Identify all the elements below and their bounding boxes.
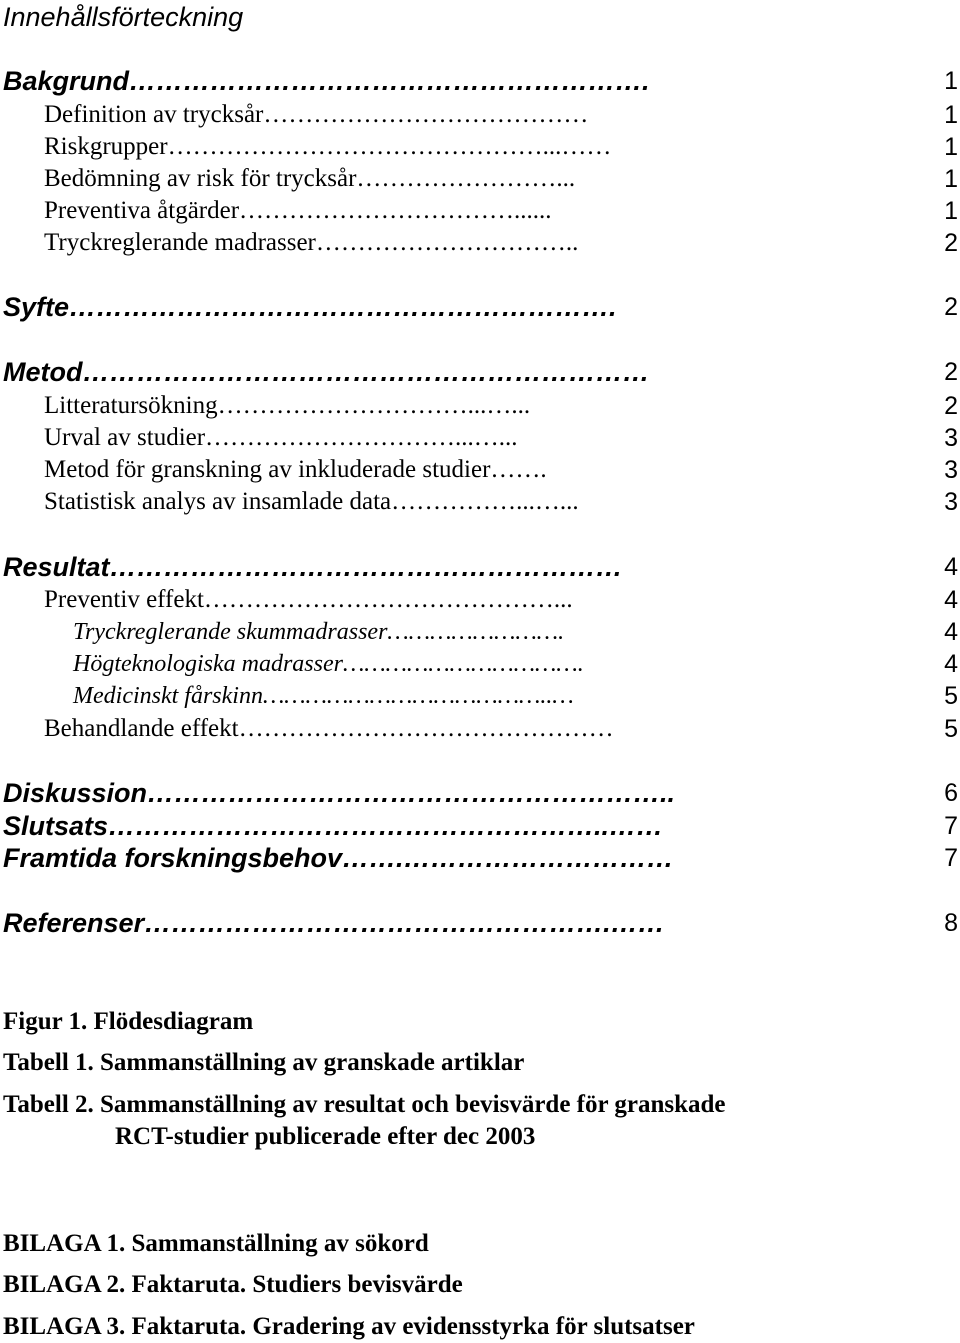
toc-page-number: 4 [944, 586, 958, 614]
toc-page-number: 2 [944, 392, 958, 420]
toc-page-number: 5 [944, 715, 958, 743]
toc-page-number: 1 [944, 165, 958, 193]
toc-page-number: 3 [944, 488, 958, 516]
toc-entry-riskgrupper: Riskgrupper………………………………………...…… [44, 133, 612, 160]
toc-entry-behandlande-effekt: Behandlande effekt……………………………………… [44, 715, 614, 742]
toc-entry-litteratursokning: Litteratursökning…………………………...…... [44, 392, 531, 419]
toc-entry-metod: Metod……………………………………………………… [3, 357, 650, 387]
table-entry-continuation: RCT-studier publicerade efter dec 2003 [115, 1123, 536, 1150]
toc-entry-framtida: Framtida forskningsbehov…….………………………… [3, 843, 674, 873]
toc-entry-bakgrund: Bakgrund…………………………………………………. [3, 66, 650, 96]
toc-page-number: 3 [944, 456, 958, 484]
toc-page-number: 2 [944, 229, 958, 257]
toc-page-number: 1 [944, 67, 958, 95]
toc-page-number: 7 [944, 844, 958, 872]
toc-entry-tryckreglerande: Tryckreglerande madrasser………………………….. [44, 229, 579, 256]
toc-page-number: 6 [944, 779, 958, 807]
toc-entry-referenser: Referenser…………………………………………….…… [3, 908, 665, 938]
appendix-entry: BILAGA 3. Faktaruta. Gradering av evidensstyrka för slutsatser [3, 1313, 695, 1340]
appendix-entry: BILAGA 1. Sammanställning av sökord [3, 1230, 429, 1257]
table-entry: Tabell 2. Sammanställning av resultat och bevisvärde för granskade [3, 1091, 726, 1118]
toc-page-number: 3 [944, 424, 958, 452]
page-title: Innehållsförteckning [3, 2, 244, 32]
figure-entry: Figur 1. Flödesdiagram [3, 1008, 254, 1035]
toc-entry-bedomning: Bedömning av risk för trycksår……………………... [44, 165, 576, 192]
toc-entry-slutsats: Slutsats………………………………………………..…… [3, 811, 664, 841]
toc-page-number: 4 [944, 618, 958, 646]
toc-entry-statistisk-analys: Statistisk analys av insamlade data……………...…... [44, 488, 579, 515]
toc-entry-preventiv-effekt: Preventiv effekt……………………………………... [44, 586, 573, 613]
toc-page-number: 2 [944, 293, 958, 321]
table-entry: Tabell 1. Sammanställning av granskade artiklar [3, 1049, 525, 1076]
toc-page-number: 4 [944, 553, 958, 581]
toc-entry-resultat: Resultat………………………………………………… [3, 552, 623, 582]
toc-entry-diskussion: Diskussion………………………………………………….. [3, 778, 676, 808]
toc-page-number: 7 [944, 812, 958, 840]
toc-entry-farskinn: Medicinskt fårskinn…………………………………..… [73, 683, 574, 709]
toc-entry-hogteknologiska: Högteknologiska madrasser……………………………. [73, 651, 584, 677]
appendix-entry: BILAGA 2. Faktaruta. Studiers bevisvärde [3, 1271, 463, 1298]
toc-page-number: 2 [944, 358, 958, 386]
toc-entry-skummadrasser: Tryckreglerande skummadrasser……………………. [73, 619, 565, 645]
toc-entry-definition: Definition av trycksår………………………………… [44, 101, 589, 128]
toc-entry-urval: Urval av studier…………………………...…... [44, 424, 518, 451]
toc-page-number: 4 [944, 650, 958, 678]
toc-page-number: 1 [944, 197, 958, 225]
toc-page-number: 1 [944, 133, 958, 161]
toc-page-number: 5 [944, 682, 958, 710]
toc-page-number: 1 [944, 101, 958, 129]
toc-entry-metod-granskning: Metod för granskning av inkluderade studier……. [44, 456, 547, 483]
toc-page-number: 8 [944, 909, 958, 937]
toc-entry-syfte: Syfte……………………………………………………. [3, 292, 617, 322]
toc-entry-preventiva: Preventiva åtgärder……………………………...... [44, 197, 552, 224]
